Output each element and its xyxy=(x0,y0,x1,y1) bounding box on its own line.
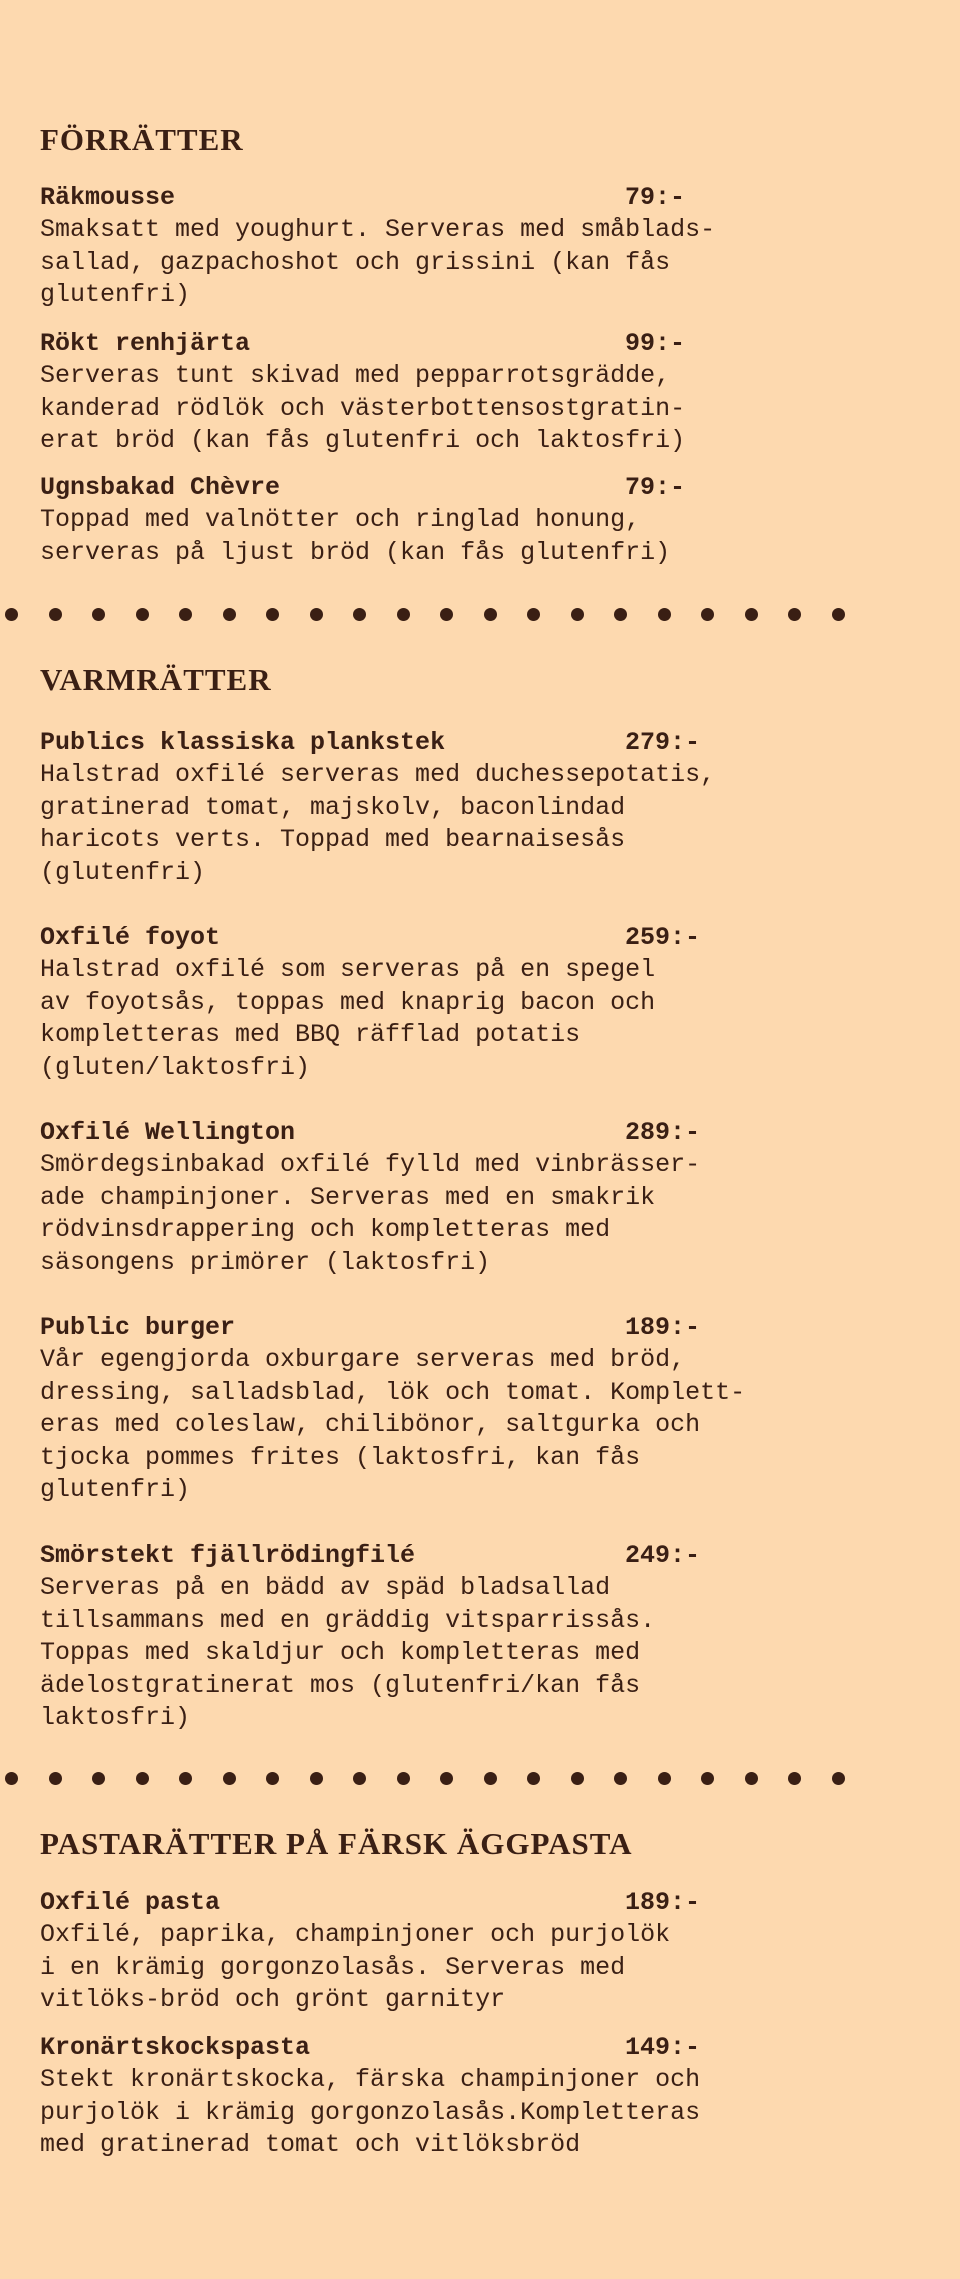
divider-dot xyxy=(5,608,18,621)
menu-item xyxy=(40,182,800,312)
menu-item xyxy=(40,1887,800,2017)
menu-item xyxy=(40,1117,800,1279)
item-name: Oxfilé Wellington xyxy=(40,1118,296,1147)
divider-dot xyxy=(788,608,801,621)
divider-dot xyxy=(266,608,279,621)
divider-dot xyxy=(5,1772,18,1785)
item-description: Oxfilé, paprika, champinjoner och purjolök i en krämig gorgonzolasås. Serveras med vitlöks-bröd och grönt garnityr xyxy=(40,1920,671,2014)
item-price: 289:- xyxy=(625,1118,701,1147)
divider-dot xyxy=(484,1772,497,1785)
menu-item xyxy=(40,922,800,1084)
divider-dot xyxy=(832,1772,845,1785)
item-description: Smaksatt med youghurt. Serveras med småblads- sallad, gazpachoshot och grissini (kan fås glutenfri) xyxy=(40,215,716,309)
section-title-forratter: FÖRRÄTTER xyxy=(40,122,244,157)
item-name: Räkmousse xyxy=(40,183,176,212)
item-name: Publics klassiska plankstek xyxy=(40,728,446,757)
divider-dot xyxy=(223,608,236,621)
divider-dot xyxy=(397,608,410,621)
dotted-divider xyxy=(0,608,960,624)
item-price: 259:- xyxy=(625,923,701,952)
divider-dot xyxy=(614,1772,627,1785)
item-price: 189:- xyxy=(625,1888,701,1917)
item-description: Halstrad oxfilé serveras med duchessepotatis, gratinerad tomat, majskolv, baconlindad haricots verts. Toppad med bearnaisesås (glutenfri) xyxy=(40,760,716,887)
divider-dot xyxy=(353,1772,366,1785)
divider-dot xyxy=(136,608,149,621)
item-name: Public burger xyxy=(40,1313,236,1342)
divider-dot xyxy=(179,1772,192,1785)
item-description: Halstrad oxfilé som serveras på en spegel av foyotsås, toppas med knaprig bacon och kompletteras med BBQ räfflad potatis (gluten/laktosfri) xyxy=(40,955,656,1082)
divider-dot xyxy=(788,1772,801,1785)
item-description: Serveras på en bädd av späd bladsallad tillsammans med en gräddig vitsparrissås. Toppas med skaldjur och kompletteras med ädelostgratinerat mos (glutenfri/kan fås laktosfri) xyxy=(40,1573,656,1732)
item-price: 79:- xyxy=(625,183,686,212)
divider-dot xyxy=(397,1772,410,1785)
item-description: Serveras tunt skivad med pepparrotsgrädde, kanderad rödlök och västerbottensostgratin- erat bröd (kan fås glutenfri och laktosfri) xyxy=(40,361,686,455)
item-description: Smördegsinbakad oxfilé fylld med vinbrässer- ade champinjoner. Serveras med en smakrik rödvinsdrappering och kompletteras med säsongens primörer (laktosfri) xyxy=(40,1150,701,1277)
divider-dot xyxy=(745,1772,758,1785)
menu-item xyxy=(40,1312,800,1507)
divider-dot xyxy=(614,608,627,621)
divider-dot xyxy=(49,1772,62,1785)
divider-dot xyxy=(832,608,845,621)
item-price: 149:- xyxy=(625,2033,701,2062)
menu-item xyxy=(40,472,800,569)
divider-dot xyxy=(136,1772,149,1785)
divider-dot xyxy=(266,1772,279,1785)
divider-dot xyxy=(527,608,540,621)
menu-item xyxy=(40,727,800,889)
item-price: 99:- xyxy=(625,329,686,358)
divider-dot xyxy=(92,1772,105,1785)
item-name: Oxfilé pasta xyxy=(40,1888,221,1917)
item-description: Stekt kronärtskocka, färska champinjoner och purjolök i krämig gorgonzolasås.Kompletteras med gratinerad tomat och vitlöksbröd xyxy=(40,2065,701,2159)
dotted-divider xyxy=(0,1772,960,1788)
item-name: Rökt renhjärta xyxy=(40,329,251,358)
menu-item xyxy=(40,1540,800,1735)
divider-dot xyxy=(49,608,62,621)
divider-dot xyxy=(310,1772,323,1785)
item-description: Vår egengjorda oxburgare serveras med bröd, dressing, salladsblad, lök och tomat. Komplett- eras med coleslaw, chilibönor, saltgurka och tjocka pommes frites (laktosfri, kan fås glutenfri) xyxy=(40,1345,746,1504)
divider-dot xyxy=(353,608,366,621)
section-title-pastaratter: PASTARÄTTER PÅ FÄRSK ÄGGPASTA xyxy=(40,1826,633,1861)
divider-dot xyxy=(440,608,453,621)
divider-dot xyxy=(179,608,192,621)
divider-dot xyxy=(310,608,323,621)
divider-dot xyxy=(484,608,497,621)
divider-dot xyxy=(571,608,584,621)
divider-dot xyxy=(701,1772,714,1785)
item-price: 249:- xyxy=(625,1541,701,1570)
divider-dot xyxy=(745,608,758,621)
divider-dot xyxy=(440,1772,453,1785)
item-name: Smörstekt fjällrödingfilé xyxy=(40,1541,416,1570)
menu-item xyxy=(40,2032,800,2162)
item-name: Kronärtskockspasta xyxy=(40,2033,311,2062)
item-price: 279:- xyxy=(625,728,701,757)
item-price: 189:- xyxy=(625,1313,701,1342)
divider-dot xyxy=(223,1772,236,1785)
section-title-varmratter: VARMRÄTTER xyxy=(40,662,272,697)
divider-dot xyxy=(658,608,671,621)
divider-dot xyxy=(527,1772,540,1785)
divider-dot xyxy=(571,1772,584,1785)
menu-item xyxy=(40,328,800,458)
item-name: Oxfilé foyot xyxy=(40,923,221,952)
item-name: Ugnsbakad Chèvre xyxy=(40,473,281,502)
divider-dot xyxy=(92,608,105,621)
divider-dot xyxy=(701,608,714,621)
item-price: 79:- xyxy=(625,473,686,502)
divider-dot xyxy=(658,1772,671,1785)
item-description: Toppad med valnötter och ringlad honung, serveras på ljust bröd (kan fås glutenfri) xyxy=(40,505,671,567)
